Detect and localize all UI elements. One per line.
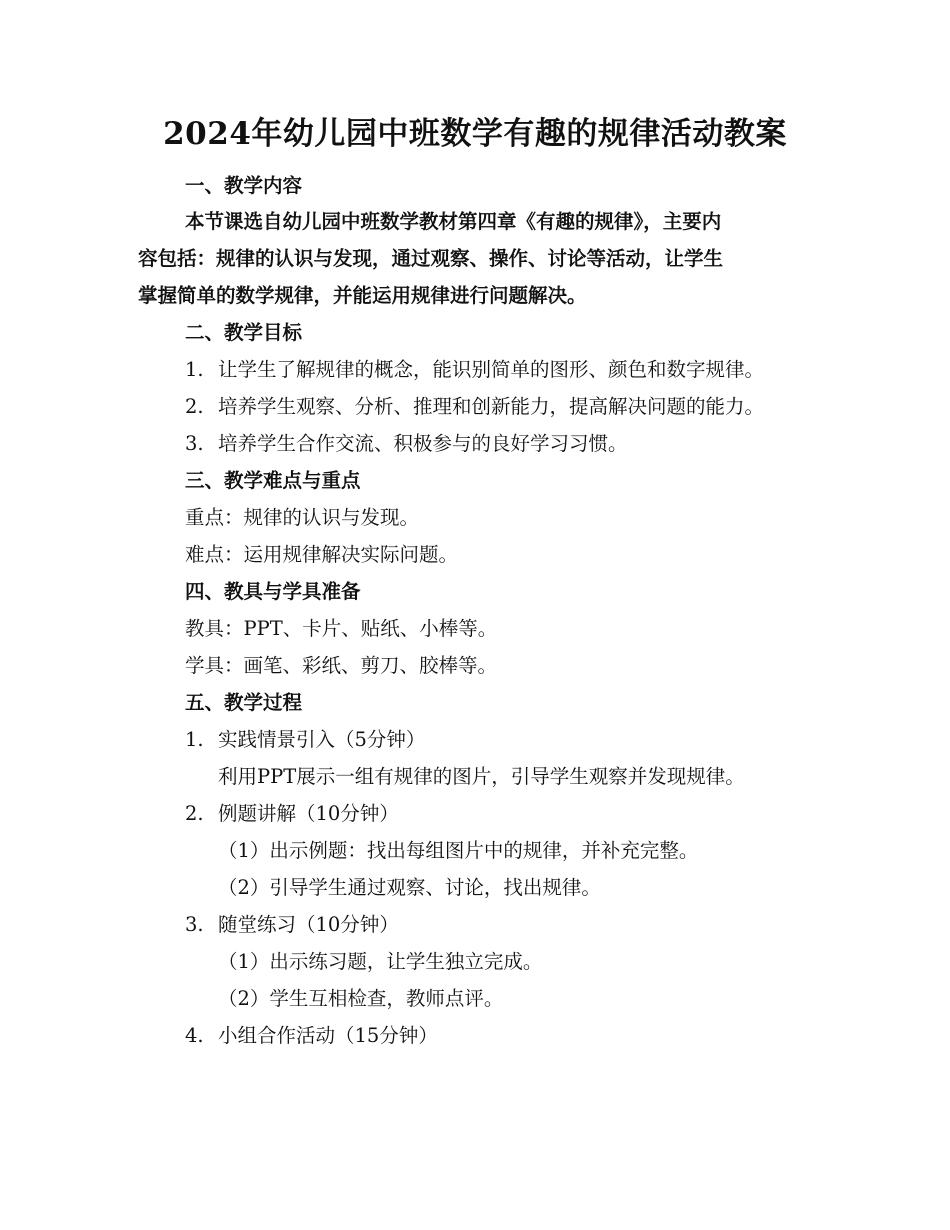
list-text: 培养学生观察、分析、推理和创新能力，提高解决问题的能力。 xyxy=(218,395,765,418)
step-number: 4. xyxy=(185,1024,204,1047)
step-text: 随堂练习（10分钟） xyxy=(218,913,399,936)
text-line: 学具：画笔、彩纸、剪刀、胶棒等。 xyxy=(185,654,498,677)
list-item xyxy=(185,430,628,458)
step-item xyxy=(185,1022,438,1050)
step-number: 3. xyxy=(185,913,204,936)
list-number: 2. xyxy=(185,395,204,418)
paragraph-line: 掌握简单的数学规律，并能运用规律进行问题解决。 xyxy=(138,284,587,307)
step-detail: （2）学生互相检查，教师点评。 xyxy=(218,987,504,1010)
step-detail: （1）出示例题：找出每组图片中的规律，并补充完整。 xyxy=(218,839,699,862)
step-detail: （1）出示练习题，让学生独立完成。 xyxy=(218,950,543,973)
step-text: 小组合作活动（15分钟） xyxy=(218,1024,438,1047)
list-text: 让学生了解规律的概念，能识别简单的图形、颜色和数字规律。 xyxy=(218,358,765,381)
step-item xyxy=(185,726,425,754)
paragraph-line: 本节课选自幼儿园中班数学教材第四章《有趣的规律》，主要内 xyxy=(185,210,722,233)
list-item xyxy=(185,356,764,384)
paragraph-line: 容包括：规律的认识与发现，通过观察、操作、讨论等活动，让学生 xyxy=(138,247,724,270)
list-text: 培养学生合作交流、积极参与的良好学习习惯。 xyxy=(218,432,628,455)
section-heading-content: 一、教学内容 xyxy=(185,174,303,197)
step-detail: （2）引导学生通过观察、讨论，找出规律。 xyxy=(218,876,601,899)
text-line: 难点：运用规律解决实际问题。 xyxy=(185,543,459,566)
section-heading-materials: 四、教具与学具准备 xyxy=(185,580,361,603)
text-line: 重点：规律的认识与发现。 xyxy=(185,506,420,529)
section-heading-key-points: 三、教学难点与重点 xyxy=(185,469,361,492)
step-number: 2. xyxy=(185,802,204,825)
step-text: 实践情景引入（5分钟） xyxy=(218,728,426,751)
text-line: 教具：PPT、卡片、贴纸、小棒等。 xyxy=(185,617,498,640)
list-number: 1. xyxy=(185,358,204,381)
list-item xyxy=(185,393,764,421)
step-text: 例题讲解（10分钟） xyxy=(218,802,399,825)
step-number: 1. xyxy=(185,728,204,751)
section-heading-process: 五、教学过程 xyxy=(185,691,303,714)
step-detail: 利用PPT展示一组有规律的图片，引导学生观察并发现规律。 xyxy=(218,765,745,788)
document-title: 2024年幼儿园中班数学有趣的规律活动教案 xyxy=(163,116,787,152)
step-item xyxy=(185,800,399,828)
list-number: 3. xyxy=(185,432,204,455)
section-heading-objectives: 二、教学目标 xyxy=(185,321,303,344)
step-item xyxy=(185,911,399,939)
